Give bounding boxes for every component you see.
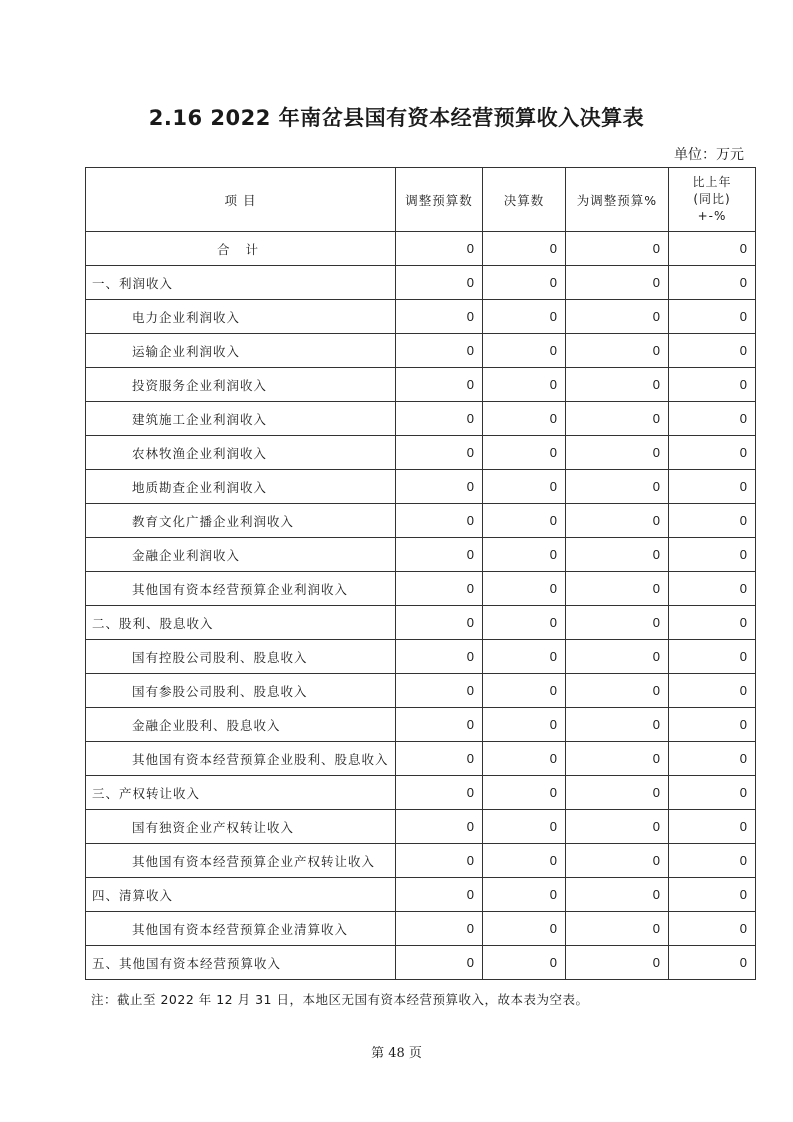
table-row <box>86 878 756 912</box>
table-row <box>86 742 756 776</box>
final-value: 0 <box>483 368 566 402</box>
pct-adjusted-value: 0 <box>566 538 669 572</box>
adjusted-value: 0 <box>396 878 483 912</box>
pct-adjusted-value: 0 <box>566 742 669 776</box>
pct-adjusted-value: 0 <box>566 334 669 368</box>
adjusted-value: 0 <box>396 232 483 266</box>
table-row <box>86 504 756 538</box>
adjusted-value: 0 <box>396 708 483 742</box>
final-value: 0 <box>483 708 566 742</box>
table-row <box>86 640 756 674</box>
pct-adjusted-value: 0 <box>566 504 669 538</box>
adjusted-value: 0 <box>396 368 483 402</box>
yoy-value: 0 <box>669 912 756 946</box>
final-value: 0 <box>483 538 566 572</box>
row-label: 其他国有资本经营预算企业利润收入 <box>86 572 396 606</box>
row-label: 国有独资企业产权转让收入 <box>86 810 396 844</box>
final-value: 0 <box>483 844 566 878</box>
adjusted-value: 0 <box>396 334 483 368</box>
final-value: 0 <box>483 266 566 300</box>
pct-adjusted-value: 0 <box>566 708 669 742</box>
adjusted-value: 0 <box>396 436 483 470</box>
adjusted-value: 0 <box>396 470 483 504</box>
final-value: 0 <box>483 300 566 334</box>
table-row <box>86 606 756 640</box>
adjusted-value: 0 <box>396 742 483 776</box>
pct-adjusted-value: 0 <box>566 402 669 436</box>
row-label: 地质勘查企业利润收入 <box>86 470 396 504</box>
pct-adjusted-value: 0 <box>566 436 669 470</box>
budget-table <box>85 167 756 980</box>
yoy-value: 0 <box>669 504 756 538</box>
yoy-value: 0 <box>669 606 756 640</box>
final-value: 0 <box>483 470 566 504</box>
yoy-value: 0 <box>669 300 756 334</box>
table-row <box>86 436 756 470</box>
adjusted-value: 0 <box>396 674 483 708</box>
table-row <box>86 708 756 742</box>
pct-adjusted-value: 0 <box>566 266 669 300</box>
yoy-value: 0 <box>669 538 756 572</box>
pct-adjusted-value: 0 <box>566 912 669 946</box>
yoy-value: 0 <box>669 844 756 878</box>
row-label: 投资服务企业利润收入 <box>86 368 396 402</box>
final-value: 0 <box>483 912 566 946</box>
final-value: 0 <box>483 402 566 436</box>
yoy-value: 0 <box>669 742 756 776</box>
pct-adjusted-value: 0 <box>566 946 669 980</box>
row-label: 五、其他国有资本经营预算收入 <box>86 946 396 980</box>
pct-adjusted-value: 0 <box>566 640 669 674</box>
row-label: 金融企业利润收入 <box>86 538 396 572</box>
unit-label: 单位：万元 <box>674 147 744 163</box>
row-label: 国有参股公司股利、股息收入 <box>86 674 396 708</box>
table-row <box>86 538 756 572</box>
pct-adjusted-value: 0 <box>566 300 669 334</box>
final-value: 0 <box>483 334 566 368</box>
yoy-value: 0 <box>669 334 756 368</box>
adjusted-value: 0 <box>396 776 483 810</box>
table-row <box>86 674 756 708</box>
row-label: 其他国有资本经营预算企业股利、股息收入 <box>86 742 396 776</box>
final-value: 0 <box>483 436 566 470</box>
pct-adjusted-value: 0 <box>566 232 669 266</box>
table-row <box>86 402 756 436</box>
row-label: 二、股利、股息收入 <box>86 606 396 640</box>
yoy-value: 0 <box>669 640 756 674</box>
header-item: 项 目 <box>86 168 396 232</box>
final-value: 0 <box>483 674 566 708</box>
yoy-value: 0 <box>669 470 756 504</box>
yoy-value: 0 <box>669 266 756 300</box>
header-yoy <box>669 168 756 232</box>
row-label: 金融企业股利、股息收入 <box>86 708 396 742</box>
yoy-value: 0 <box>669 776 756 810</box>
table-row <box>86 810 756 844</box>
table-header-row <box>86 168 756 232</box>
row-label: 合 计 <box>86 232 396 266</box>
table-row <box>86 300 756 334</box>
row-label: 建筑施工企业利润收入 <box>86 402 396 436</box>
pct-adjusted-value: 0 <box>566 368 669 402</box>
final-value: 0 <box>483 606 566 640</box>
row-label: 电力企业利润收入 <box>86 300 396 334</box>
yoy-value: 0 <box>669 402 756 436</box>
row-label: 三、产权转让收入 <box>86 776 396 810</box>
yoy-value: 0 <box>669 368 756 402</box>
yoy-value: 0 <box>669 232 756 266</box>
pct-adjusted-value: 0 <box>566 776 669 810</box>
adjusted-value: 0 <box>396 538 483 572</box>
pct-adjusted-value: 0 <box>566 878 669 912</box>
final-value: 0 <box>483 232 566 266</box>
adjusted-value: 0 <box>396 402 483 436</box>
row-label: 四、清算收入 <box>86 878 396 912</box>
yoy-value: 0 <box>669 572 756 606</box>
pct-adjusted-value: 0 <box>566 606 669 640</box>
yoy-value: 0 <box>669 674 756 708</box>
table-row <box>86 572 756 606</box>
final-value: 0 <box>483 572 566 606</box>
header-yoy-line3: +-% <box>697 209 727 223</box>
table-row <box>86 912 756 946</box>
table-row <box>86 844 756 878</box>
adjusted-value: 0 <box>396 572 483 606</box>
table-row <box>86 266 756 300</box>
row-label: 运输企业利润收入 <box>86 334 396 368</box>
row-label: 一、利润收入 <box>86 266 396 300</box>
yoy-value: 0 <box>669 946 756 980</box>
header-final: 决算数 <box>483 168 566 232</box>
adjusted-value: 0 <box>396 606 483 640</box>
yoy-value: 0 <box>669 708 756 742</box>
yoy-value: 0 <box>669 878 756 912</box>
header-yoy-line1: 比上年 <box>692 175 732 189</box>
table-row <box>86 368 756 402</box>
table-row <box>86 334 756 368</box>
adjusted-value: 0 <box>396 504 483 538</box>
pct-adjusted-value: 0 <box>566 674 669 708</box>
row-label: 农林牧渔企业利润收入 <box>86 436 396 470</box>
pct-adjusted-value: 0 <box>566 844 669 878</box>
header-pct-adjusted: 为调整预算% <box>566 168 669 232</box>
final-value: 0 <box>483 776 566 810</box>
adjusted-value: 0 <box>396 266 483 300</box>
final-value: 0 <box>483 742 566 776</box>
final-value: 0 <box>483 946 566 980</box>
table-row <box>86 470 756 504</box>
row-label: 其他国有资本经营预算企业清算收入 <box>86 912 396 946</box>
row-label: 国有控股公司股利、股息收入 <box>86 640 396 674</box>
header-yoy-line2: (同比) <box>693 192 731 206</box>
page-title: 2.16 2022 年南岔县国有资本经营预算收入决算表 <box>148 106 645 130</box>
pct-adjusted-value: 0 <box>566 572 669 606</box>
footnote: 注：截止至 2022 年 12 月 31 日，本地区无国有资本经营预算收入，故本表为空表。 <box>91 992 589 1007</box>
yoy-value: 0 <box>669 436 756 470</box>
adjusted-value: 0 <box>396 946 483 980</box>
final-value: 0 <box>483 878 566 912</box>
final-value: 0 <box>483 640 566 674</box>
adjusted-value: 0 <box>396 810 483 844</box>
final-value: 0 <box>483 504 566 538</box>
total-row <box>86 232 756 266</box>
adjusted-value: 0 <box>396 844 483 878</box>
table-row <box>86 946 756 980</box>
final-value: 0 <box>483 810 566 844</box>
pct-adjusted-value: 0 <box>566 470 669 504</box>
pct-adjusted-value: 0 <box>566 810 669 844</box>
yoy-value: 0 <box>669 810 756 844</box>
header-adjusted: 调整预算数 <box>396 168 483 232</box>
adjusted-value: 0 <box>396 912 483 946</box>
row-label: 其他国有资本经营预算企业产权转让收入 <box>86 844 396 878</box>
adjusted-value: 0 <box>396 300 483 334</box>
adjusted-value: 0 <box>396 640 483 674</box>
table-row <box>86 776 756 810</box>
page-number: 第 48 页 <box>371 1046 422 1061</box>
row-label: 教育文化广播企业利润收入 <box>86 504 396 538</box>
